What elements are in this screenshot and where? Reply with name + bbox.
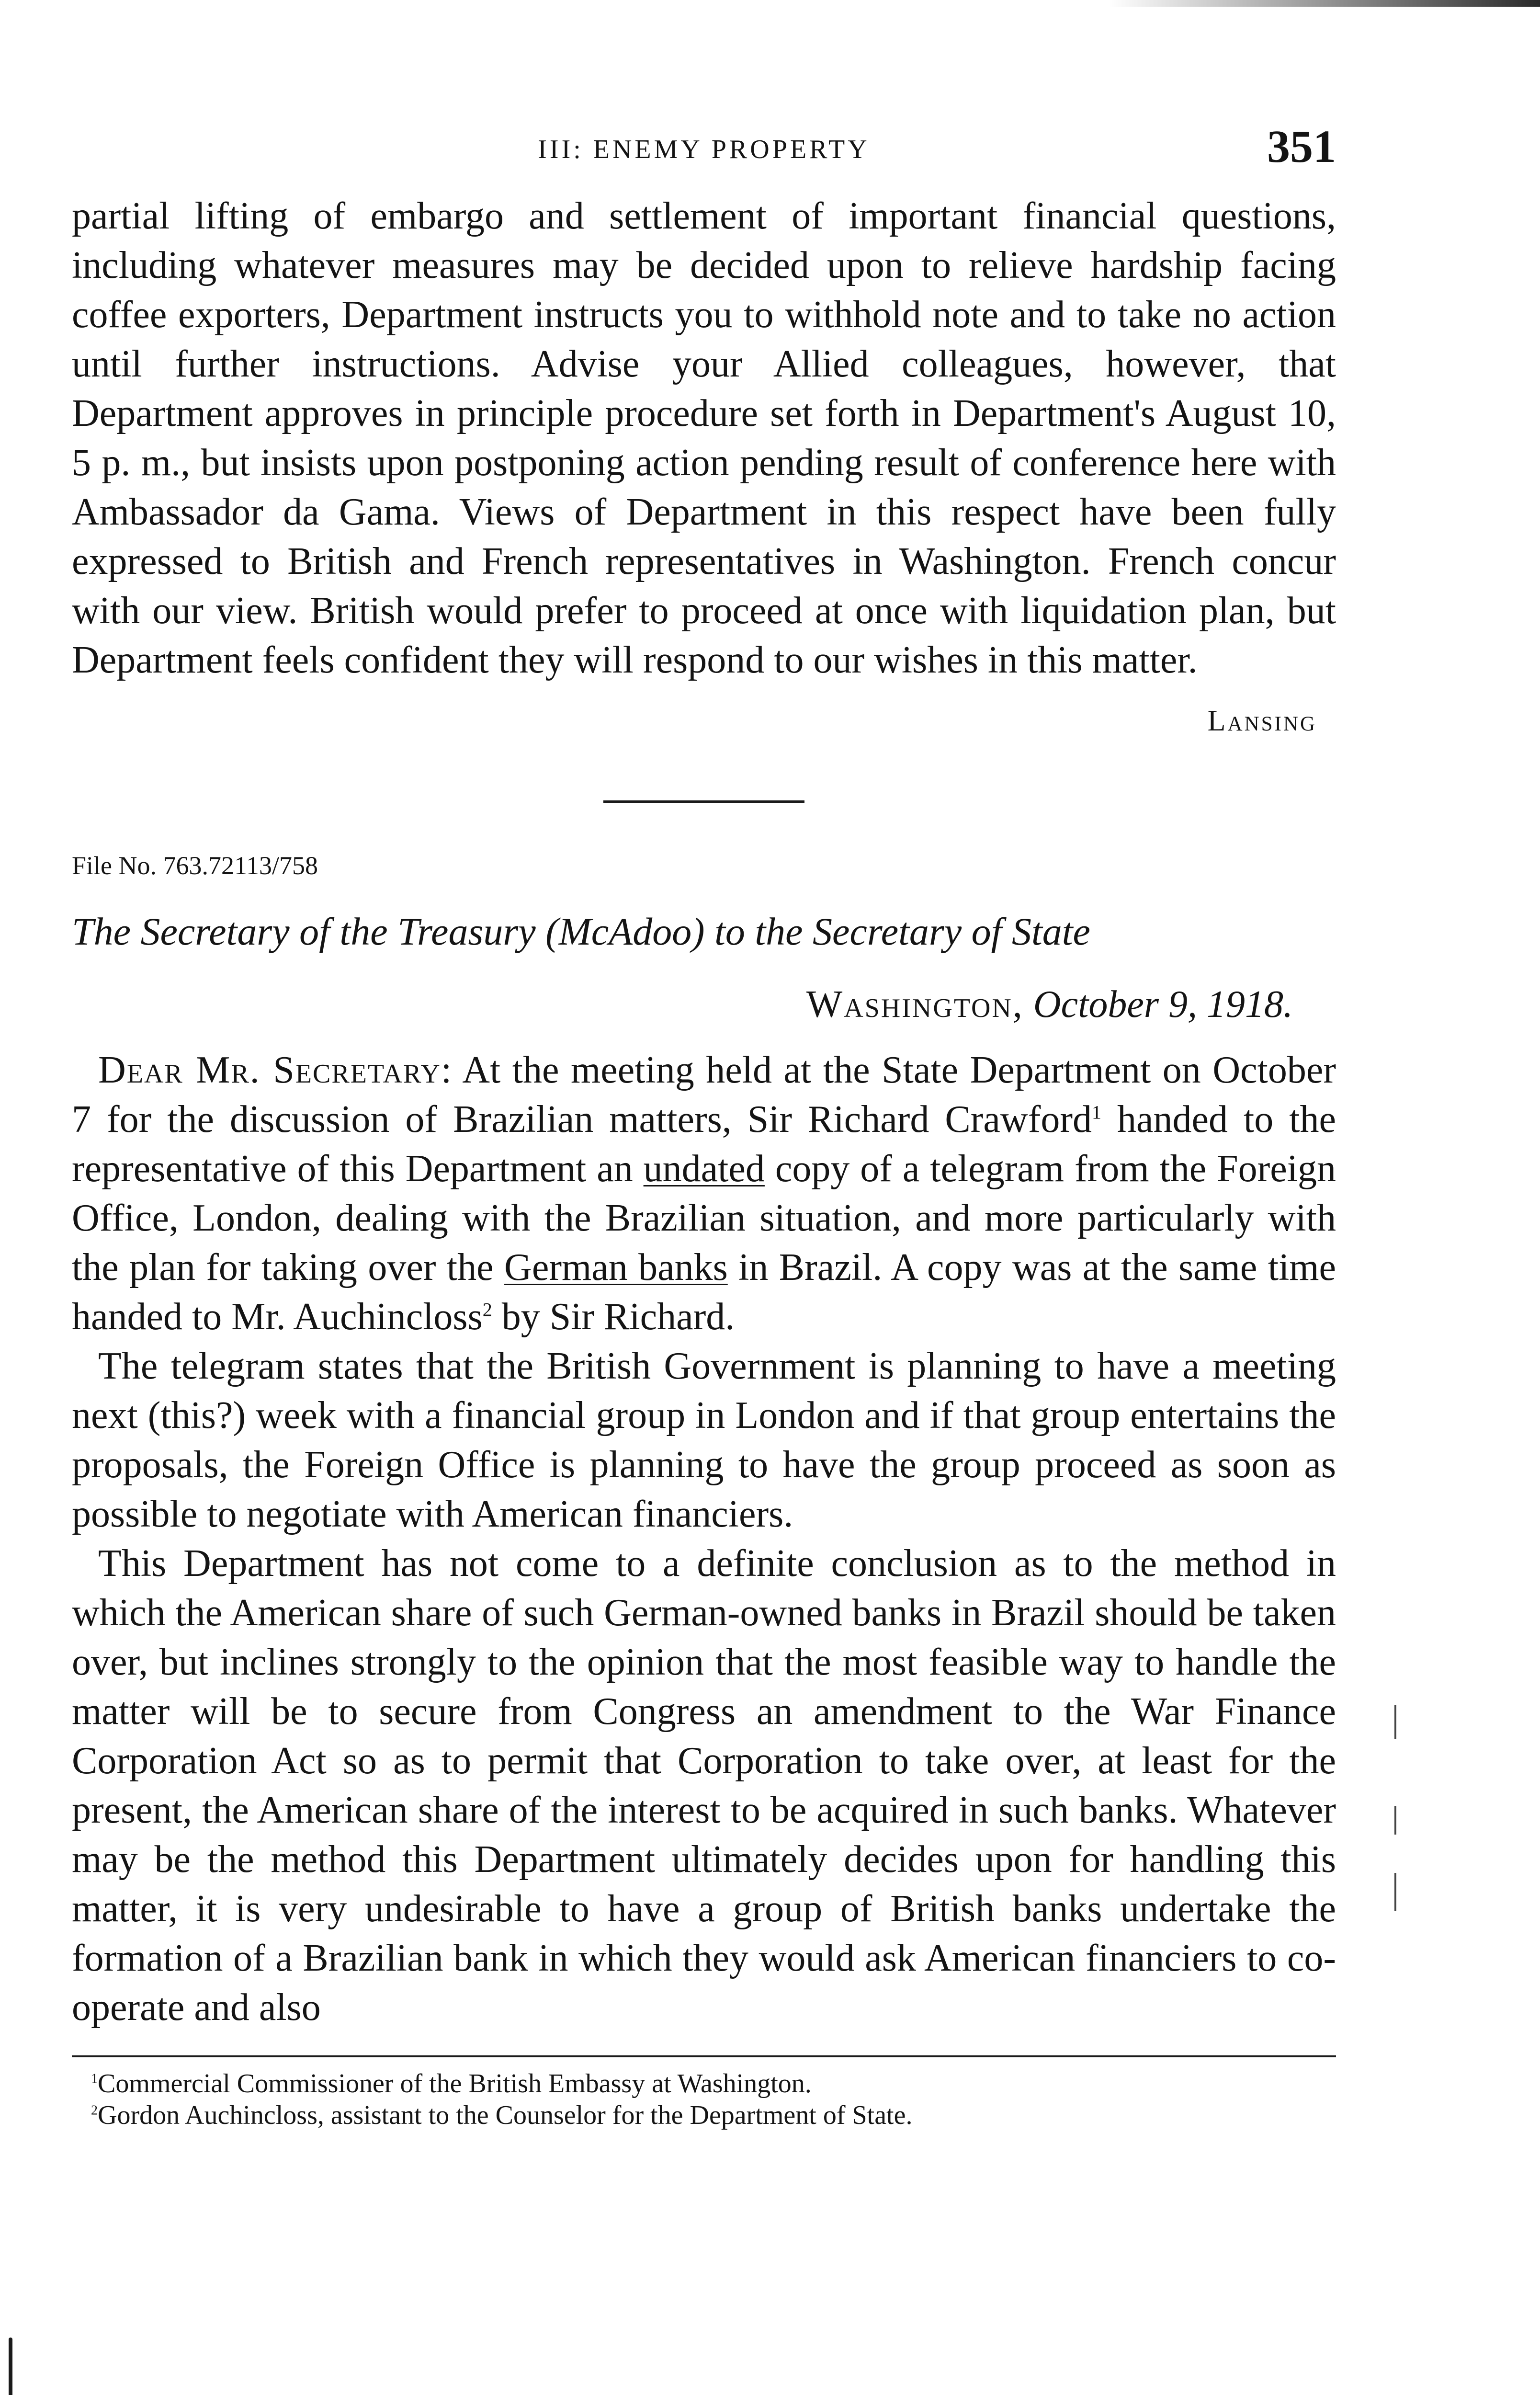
letter-paragraph-2: The telegram states that the British Government is planning to have a meeting next (this?) week with a financial group in London and if that group entertains the proposals, the Foreign Office is planning to have the group proceed as soon as possible to negotiate with American financiers. bbox=[72, 1345, 1336, 1535]
margin-pencil-mark bbox=[1394, 1705, 1396, 1739]
footnotes bbox=[72, 2068, 1336, 2131]
file-number: File No. 763.72113/758 bbox=[72, 851, 318, 880]
continuation-paragraph: partial lifting of embargo and settlement of important financial questions, including whatever measures may be decided upon to relieve hardship facing coffee exporters, Department instructs you to withhold note and to take no action until further instructions. Advise your Allied colleagues, however, that Department approves in principle procedure set forth in Department's August 10, 5 p. m., but insists upon postponing action pending result of conference here with Ambassador da Gama. Views of Department in this respect have been fully expressed to British and French representatives in Washington. French concur with our view. British would prefer to proceed at once with liquidation plan, but Department feels confident they will respond to our wishes in this matter. bbox=[72, 195, 1336, 681]
footnote-2 bbox=[72, 2099, 1336, 2131]
paragraph-text: copy of a telegram from the Foreign Office, London, dealing with the Brazilian situation, and more particularly with the plan for taking over the bbox=[72, 1148, 1336, 1289]
paragraph-text: by Sir Richard. bbox=[492, 1296, 735, 1338]
running-header-title: III: ENEMY PROPERTY bbox=[538, 135, 870, 164]
salutation: Dear Mr. Secretary: bbox=[98, 1049, 453, 1091]
footnote-1 bbox=[72, 2068, 1336, 2099]
scan-edge-mark bbox=[1109, 0, 1540, 7]
dateline-place: Washington, bbox=[806, 983, 1024, 1026]
footnote-ref-2: 2 bbox=[482, 1299, 492, 1321]
paragraph-text: handed to the representative of this Department an bbox=[72, 1098, 1336, 1190]
handwritten-underline: German banks bbox=[504, 1246, 728, 1289]
document-page bbox=[72, 120, 1336, 2131]
margin-pencil-mark bbox=[1394, 1873, 1396, 1911]
footnote-ref-1: 1 bbox=[1091, 1101, 1101, 1123]
footnote-text: Gordon Auchincloss, assistant to the Counselor for the Department of State. bbox=[98, 2100, 913, 2130]
page-number: 351 bbox=[1267, 121, 1336, 172]
letter-paragraph-1 bbox=[72, 1046, 1336, 1342]
scan-margin-mark bbox=[9, 2338, 12, 2395]
dateline-date: October 9, 1918. bbox=[1033, 983, 1293, 1026]
footnote-rule bbox=[72, 2055, 1336, 2057]
dateline bbox=[72, 983, 1336, 1026]
footnote-mark: 1 bbox=[91, 2071, 98, 2087]
running-header bbox=[72, 120, 1336, 192]
signature: Lansing bbox=[1207, 705, 1317, 737]
margin-pencil-mark bbox=[1394, 1806, 1396, 1835]
letter-paragraph-3: This Department has not come to a definite conclusion as to the method in which the American share of such German-owned banks in Brazil should be taken over, but inclines strongly to the opinion that the most feasible way to handle the matter will be to secure from Congress an amendment to the War Finance Corporation Act so as to permit that Corporation to take over, at least for the present, the American share of the interest to be acquired in such banks. Whatever may be the method this Department ultimately decides upon for handling this matter, it is very undesirable to have a group of British banks undertake the formation of a Brazilian bank in which they would ask American financiers to co-operate and also bbox=[72, 1542, 1336, 2029]
paragraph-text: At the meeting held at the State Department on October 7 for the discussion of Brazilian matters, Sir Richard Crawford bbox=[72, 1049, 1336, 1140]
paragraph-text: in Brazil. A copy was at the same time handed to Mr. Auchincloss bbox=[72, 1246, 1336, 1338]
handwritten-underline: undated bbox=[643, 1148, 765, 1190]
footnote-mark: 2 bbox=[91, 2103, 98, 2118]
footnote-text: Commercial Commissioner of the British Embassy at Washington. bbox=[98, 2069, 812, 2098]
document-title: The Secretary of the Treasury (McAdoo) to the Secretary of State bbox=[72, 910, 1090, 953]
section-divider bbox=[603, 800, 804, 803]
